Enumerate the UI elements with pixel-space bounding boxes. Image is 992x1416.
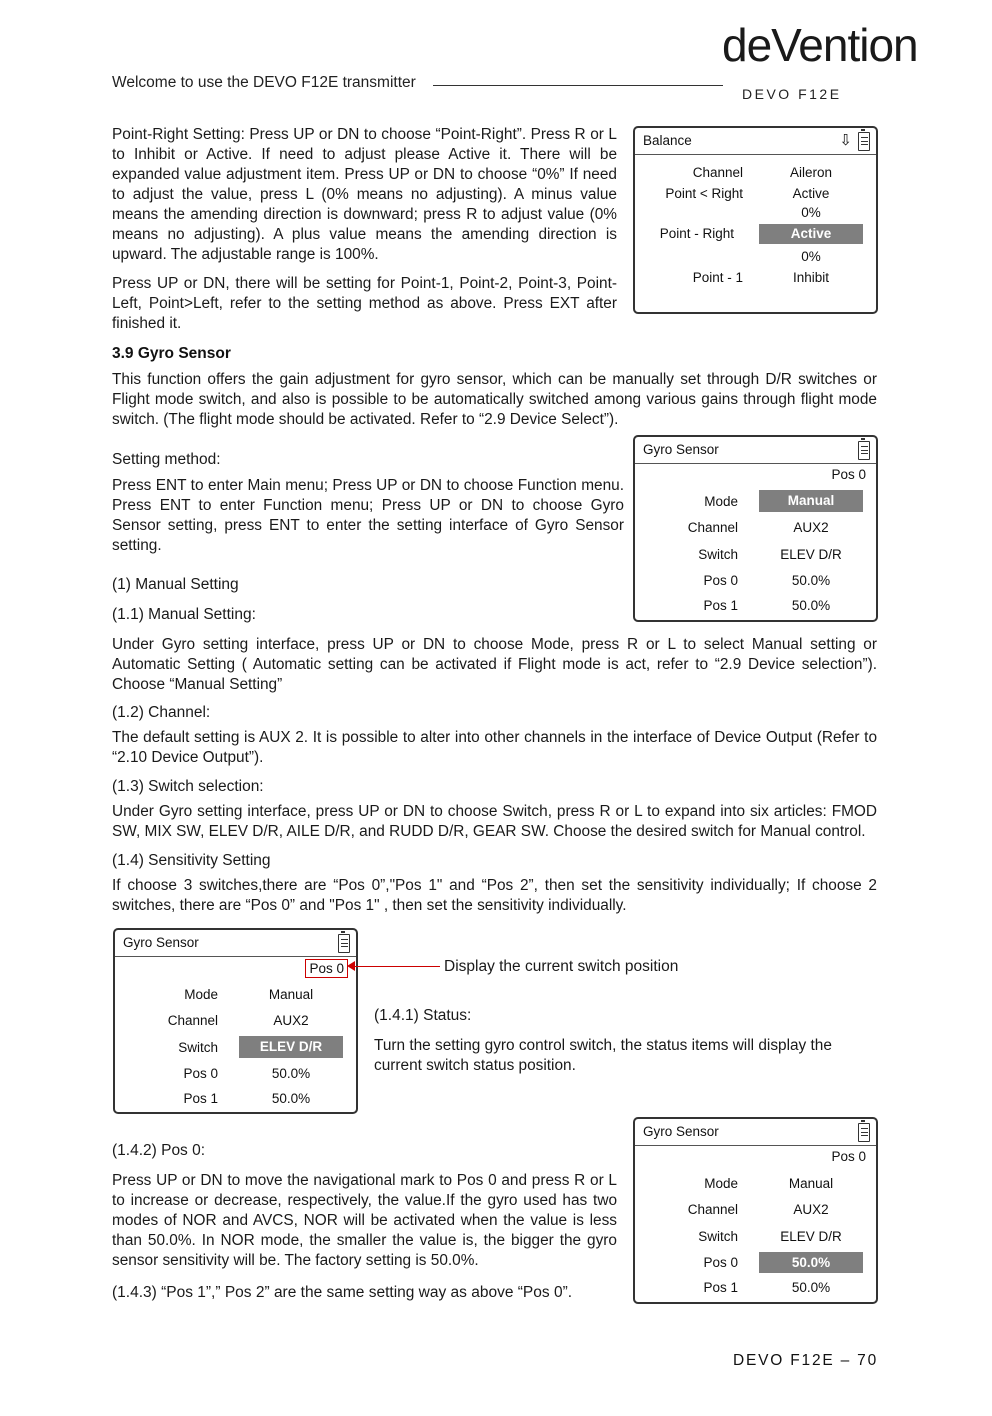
page-footer: DEVO F12E – 70 [733,1352,878,1369]
battery-icon [858,132,870,151]
pos0-paragraph: Press UP or DN to move the navigational mark to Pos 0 and press R or L to increase or decrease, respectively, the value.If the gyro used has two modes of NOR and AVCS, NOR will be activated when the value is less than 50.0%. In NOR mode, the smaller the value is, the bigger the gyro sensor sensitivity will be. The factory setting is 50.0%. [112,1172,617,1269]
row-value-pos1: 50.0% [791,598,831,613]
row-label-mode: Mode [704,1176,738,1191]
header-welcome: Welcome to use the DEVO F12E transmitter [112,74,416,91]
row-label-pos0: Pos 0 [183,1066,218,1081]
gyro-sensor-screen-switch [113,928,358,1114]
manual-setting-11-label: (1.1) Manual Setting: [112,606,256,623]
row-label-channel: Channel [687,520,738,535]
gyro-description: This function offers the gain adjustment for gyro sensor, which can be manually set through D/R switches or Flight mode switch, and also is possible to be automatically switched among various gains through flight mode switch. (The flight mode should be activated. Refer to “2.9 Device Select”). [112,371,877,428]
row-value-pos0: 50.0% [791,573,831,588]
row-label-switch: Switch [178,1040,218,1055]
row-label-mode: Mode [184,987,218,1002]
devention-logo: deVention [722,19,918,71]
row-value-channel: AUX2 [793,1202,829,1217]
row-value-pos0-selected: 50.0% [759,1252,863,1273]
row-label-pos1: Pos 1 [183,1091,218,1106]
down-arrow-icon: ⇩ [839,132,852,149]
row-label-pos1: Pos 1 [703,598,738,613]
pos0-142-label: (1.4.2) Pos 0: [112,1142,206,1159]
switch-position: Pos 0 [831,1149,866,1164]
gyro-sensor-screen-pos0 [633,1117,878,1304]
switch-position-highlighted: Pos 0 [305,959,348,978]
row-label-mode: Mode [704,494,738,509]
row-value-pos1: 50.0% [791,1280,831,1295]
row-value-pos1: 50.0% [271,1091,311,1106]
screen-title: Gyro Sensor [643,442,719,457]
screen-title: Balance [643,133,692,148]
row-value-point-lt-right-percent: 0% [801,205,821,220]
row-label-pos1: Pos 1 [703,1280,738,1295]
switch-position: Pos 0 [831,467,866,482]
row-value-channel: Aileron [789,165,833,180]
row-value-channel: AUX2 [793,520,829,535]
screen-title-bar [115,930,356,957]
row-label-channel: Channel [167,1013,218,1028]
row-value-point-lt-right: Active [792,186,830,201]
screen-title-bar [635,1119,876,1146]
battery-icon [338,934,350,953]
sensitivity-paragraph: If choose 3 switches,there are “Pos 0”,"Pos 1" and “Pos 2”, then set the sensitivity individually; If choose 2 switches, there are “Pos 0” and "Pos 1" , then set the sensitivity individually. [112,877,877,914]
row-value-switch-selected: ELEV D/R [239,1036,343,1058]
battery-icon [858,1123,870,1142]
row-value-point-1: Inhibit [792,270,830,285]
status-141-label: (1.4.1) Status: [374,1007,472,1024]
section-heading: 3.9 Gyro Sensor [112,345,231,362]
row-label-pos0: Pos 0 [703,573,738,588]
screen-title-bar [635,437,876,464]
row-label-channel: Channel [692,165,743,180]
row-value-mode: Manual [788,1176,834,1191]
logo-subtitle: DEVO F12E [742,86,842,102]
manual-setting-label: (1) Manual Setting [112,576,239,593]
gyro-sensor-screen-mode [633,435,878,622]
status-paragraph: Turn the setting gyro control switch, the status items will display the current switch status position. [374,1037,832,1074]
point-right-paragraph: Point-Right Setting: Press UP or DN to choose “Point-Right”. Press R or L to Inhibit or Active. If need to adjust please Active it. There will be expanded value adjustment item. Press UP or DN to choose “0%” If need to adjust the value, press L (0% means no adjusting). A minus value means the amending direction is downward; press R to adjust value (0% means no adjusting). A plus value means the amending direction is upward. The adjustable range is 100%. [112,126,617,263]
row-value-point-right-percent: 0% [801,249,821,264]
row-label-channel: Channel [687,1202,738,1217]
switch-13-label: (1.3) Switch selection: [112,778,264,795]
row-value-mode-selected: Manual [759,490,863,512]
header-rule [433,85,723,86]
row-label-point-1: Point - 1 [692,270,743,285]
point-settings-paragraph: Press UP or DN, there will be setting for Point-1, Point-2, Point-3, Point-Left, Point>Left, refer to the setting method as above. Press EXT after finished it. [112,275,617,332]
battery-icon [858,441,870,460]
row-label-point-lt-right: Point < Right [665,186,743,201]
pos1-pos2-note: (1.4.3) “Pos 1”,” Pos 2” are the same setting way as above “Pos 0”. [112,1284,573,1301]
channel-12-label: (1.2) Channel: [112,704,211,721]
row-value-mode: Manual [268,987,314,1002]
switch-paragraph: Under Gyro setting interface, press UP or DN to choose Switch, press R or L to expand into six articles: FMOD SW, MIX SW, ELEV D/R, AILE D/R, and RUDD D/R, GEAR SW. Choose the desired switch for Manual control. [112,803,877,840]
row-value-pos0: 50.0% [271,1066,311,1081]
row-label-point-right: Point - Right [659,226,734,241]
row-value-point-right-selected: Active [759,224,863,244]
setting-method-paragraph: Press ENT to enter Main menu; Press UP or DN to choose Function menu. Press ENT to enter Function menu; Press UP or DN to choose Gyro Sensor setting, press ENT to enter the setting interface of Gyro Sensor setting. [112,477,624,554]
sensitivity-14-label: (1.4) Sensitivity Setting [112,852,271,869]
row-value-channel: AUX2 [273,1013,309,1028]
channel-paragraph: The default setting is AUX 2. It is possible to alter into other channels in the interface of Device Output (Refer to “2.10 Device Output”). [112,729,877,766]
row-label-pos0: Pos 0 [703,1255,738,1270]
row-label-switch: Switch [698,547,738,562]
row-label-switch: Switch [698,1229,738,1244]
callout-arrowhead-icon [347,961,355,971]
callout-leader-line [352,966,440,967]
screen-title: Gyro Sensor [123,935,199,950]
screen-title-bar [635,128,876,155]
setting-method-label: Setting method: [112,451,221,468]
balance-screen [633,126,878,314]
manual-setting-paragraph: Under Gyro setting interface, press UP or DN to choose Mode, press R or L to select Manual setting or Automatic Setting ( Automatic setting can be activated if Flight mode is act, refer to “2.9 Device selection”). Choose “Manual Setting” [112,636,877,693]
row-value-switch: ELEV D/R [780,547,842,562]
screen-title: Gyro Sensor [643,1124,719,1139]
row-value-switch: ELEV D/R [780,1229,842,1244]
callout-text: Display the current switch position [444,958,679,975]
